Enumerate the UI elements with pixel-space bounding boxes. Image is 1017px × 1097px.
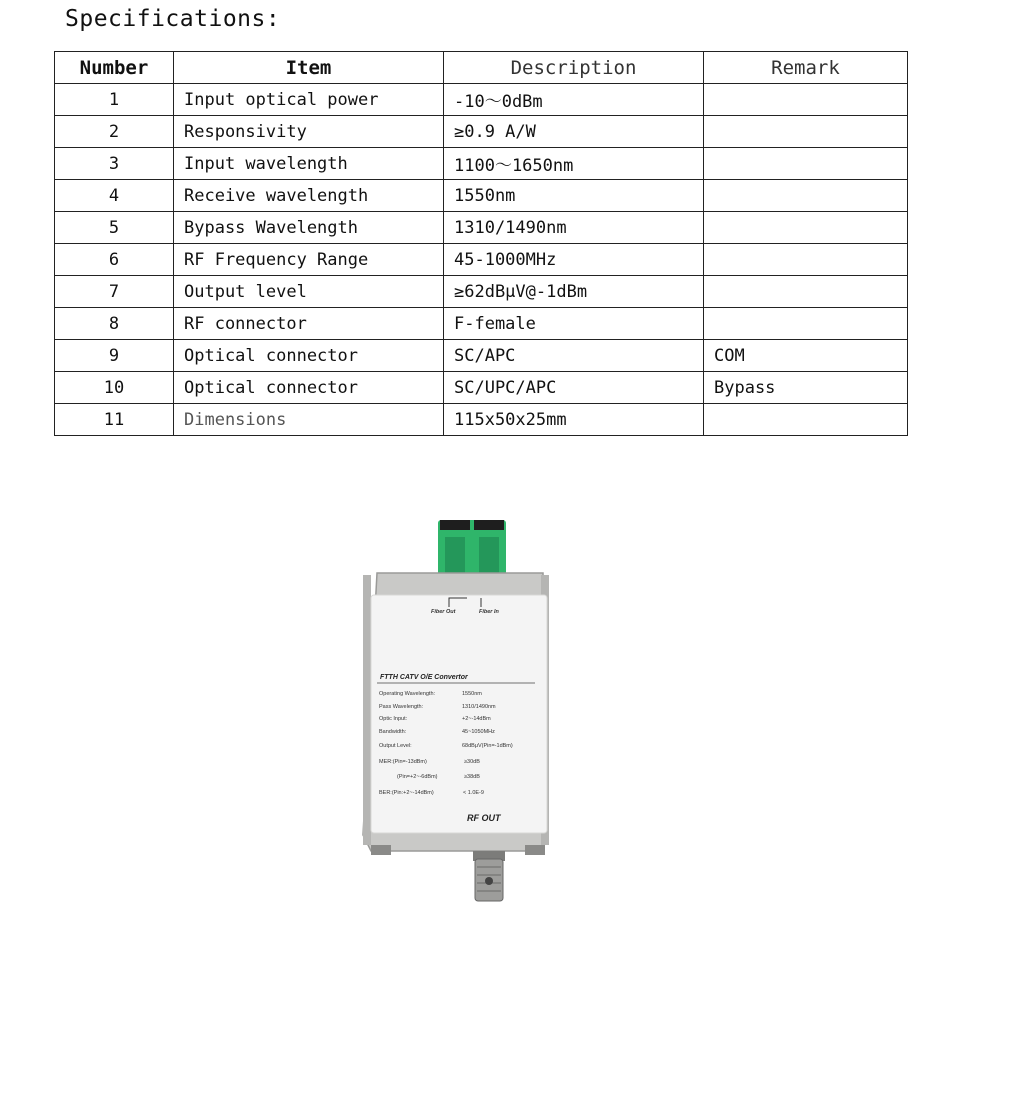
spec-value: < 1.0E-9 bbox=[463, 790, 484, 796]
spec-value: +2~-14dBm bbox=[462, 716, 491, 722]
cell-description: ≥62dBμV@-1dBm bbox=[444, 276, 704, 308]
header-description: Description bbox=[444, 52, 704, 84]
housing-edge-left bbox=[363, 575, 371, 845]
connector-top-right bbox=[474, 520, 504, 530]
optical-connectors bbox=[438, 520, 506, 580]
fiber-out-label: Fiber Out bbox=[431, 609, 456, 615]
connector-center-pin bbox=[485, 877, 493, 885]
cell-remark bbox=[704, 308, 908, 340]
cell-remark bbox=[704, 276, 908, 308]
cell-item: Bypass Wavelength bbox=[174, 212, 444, 244]
cell-description: 45-1000MHz bbox=[444, 244, 704, 276]
spec-value: ≥38dB bbox=[464, 774, 480, 780]
rf-out-label: RF OUT bbox=[467, 813, 501, 823]
cell-number: 3 bbox=[55, 148, 174, 180]
cell-item: RF connector bbox=[174, 308, 444, 340]
cell-remark bbox=[704, 404, 908, 436]
spec-value: ≥30dB bbox=[464, 759, 480, 765]
cell-number: 1 bbox=[55, 84, 174, 116]
cell-item: Input optical power bbox=[174, 84, 444, 116]
device-label bbox=[371, 595, 547, 833]
table-row bbox=[55, 116, 908, 148]
connector-slot-left bbox=[445, 537, 465, 573]
cell-item: RF Frequency Range bbox=[174, 244, 444, 276]
cell-description: -10～0dBm bbox=[444, 84, 704, 116]
spec-value: 1550nm bbox=[462, 691, 482, 697]
header-number: Number bbox=[55, 52, 174, 84]
spec-label: Pass Wavelength: bbox=[379, 704, 424, 710]
cell-number: 10 bbox=[55, 372, 174, 404]
table-row bbox=[55, 244, 908, 276]
cell-description: ≥0.9 A/W bbox=[444, 116, 704, 148]
table-row bbox=[55, 212, 908, 244]
table-row bbox=[55, 148, 908, 180]
table-row bbox=[55, 404, 908, 436]
table-header-row bbox=[55, 52, 908, 84]
table-row bbox=[55, 308, 908, 340]
cell-description: SC/APC bbox=[444, 340, 704, 372]
housing-foot-right bbox=[525, 845, 545, 855]
spec-label: Output Level: bbox=[379, 743, 412, 749]
spec-value: 68dBμV(Pin=-1dBm) bbox=[462, 743, 513, 749]
cell-item: Optical connector bbox=[174, 372, 444, 404]
rf-f-connector bbox=[473, 851, 505, 901]
cell-remark bbox=[704, 180, 908, 212]
header-item: Item bbox=[174, 52, 444, 84]
cell-number: 9 bbox=[55, 340, 174, 372]
cell-description: 1550nm bbox=[444, 180, 704, 212]
spec-label: (Pin=+2~-6dBm) bbox=[397, 774, 438, 780]
cell-number: 2 bbox=[55, 116, 174, 148]
table-row bbox=[55, 340, 908, 372]
spec-label: Bandwidth: bbox=[379, 729, 407, 735]
cell-remark bbox=[704, 84, 908, 116]
cell-item: Input wavelength bbox=[174, 148, 444, 180]
spec-label: Optic Input: bbox=[379, 716, 408, 722]
cell-description: 1310/1490nm bbox=[444, 212, 704, 244]
cell-item: Optical connector bbox=[174, 340, 444, 372]
cell-remark bbox=[704, 116, 908, 148]
connector-top-left bbox=[440, 520, 470, 530]
spec-value: 1310/1490nm bbox=[462, 704, 496, 710]
page-heading: Specifications: bbox=[65, 6, 281, 32]
cell-remark: Bypass bbox=[704, 372, 908, 404]
cell-number: 11 bbox=[55, 404, 174, 436]
fiber-in-label: Fiber In bbox=[479, 609, 499, 615]
cell-description: SC/UPC/APC bbox=[444, 372, 704, 404]
cell-description: 1100～1650nm bbox=[444, 148, 704, 180]
cell-remark bbox=[704, 244, 908, 276]
cell-description: F-female bbox=[444, 308, 704, 340]
cell-description: 115x50x25mm bbox=[444, 404, 704, 436]
table-row bbox=[55, 372, 908, 404]
device-title: FTTH CATV O/E Convertor bbox=[380, 674, 468, 681]
housing-foot-left bbox=[371, 845, 391, 855]
cell-item: Responsivity bbox=[174, 116, 444, 148]
cell-remark bbox=[704, 212, 908, 244]
spec-table bbox=[54, 51, 908, 436]
connector-slot-right bbox=[479, 537, 499, 573]
table-row bbox=[55, 84, 908, 116]
cell-item: Receive wavelength bbox=[174, 180, 444, 212]
table-row bbox=[55, 276, 908, 308]
cell-number: 7 bbox=[55, 276, 174, 308]
spec-value: 45~1050MHz bbox=[462, 729, 495, 735]
spec-label: BER:(Pin:+2~-14dBm) bbox=[379, 790, 434, 796]
cell-item: Output level bbox=[174, 276, 444, 308]
cell-remark: COM bbox=[704, 340, 908, 372]
cell-number: 6 bbox=[55, 244, 174, 276]
device-photo bbox=[355, 515, 565, 910]
spec-label: MER:(Pin=-13dBm) bbox=[379, 759, 427, 765]
cell-item: Dimensions bbox=[174, 404, 444, 436]
cell-remark bbox=[704, 148, 908, 180]
table-row bbox=[55, 180, 908, 212]
cell-number: 4 bbox=[55, 180, 174, 212]
header-remark: Remark bbox=[704, 52, 908, 84]
cell-number: 8 bbox=[55, 308, 174, 340]
cell-number: 5 bbox=[55, 212, 174, 244]
spec-label: Operating Wavelength: bbox=[379, 691, 436, 697]
